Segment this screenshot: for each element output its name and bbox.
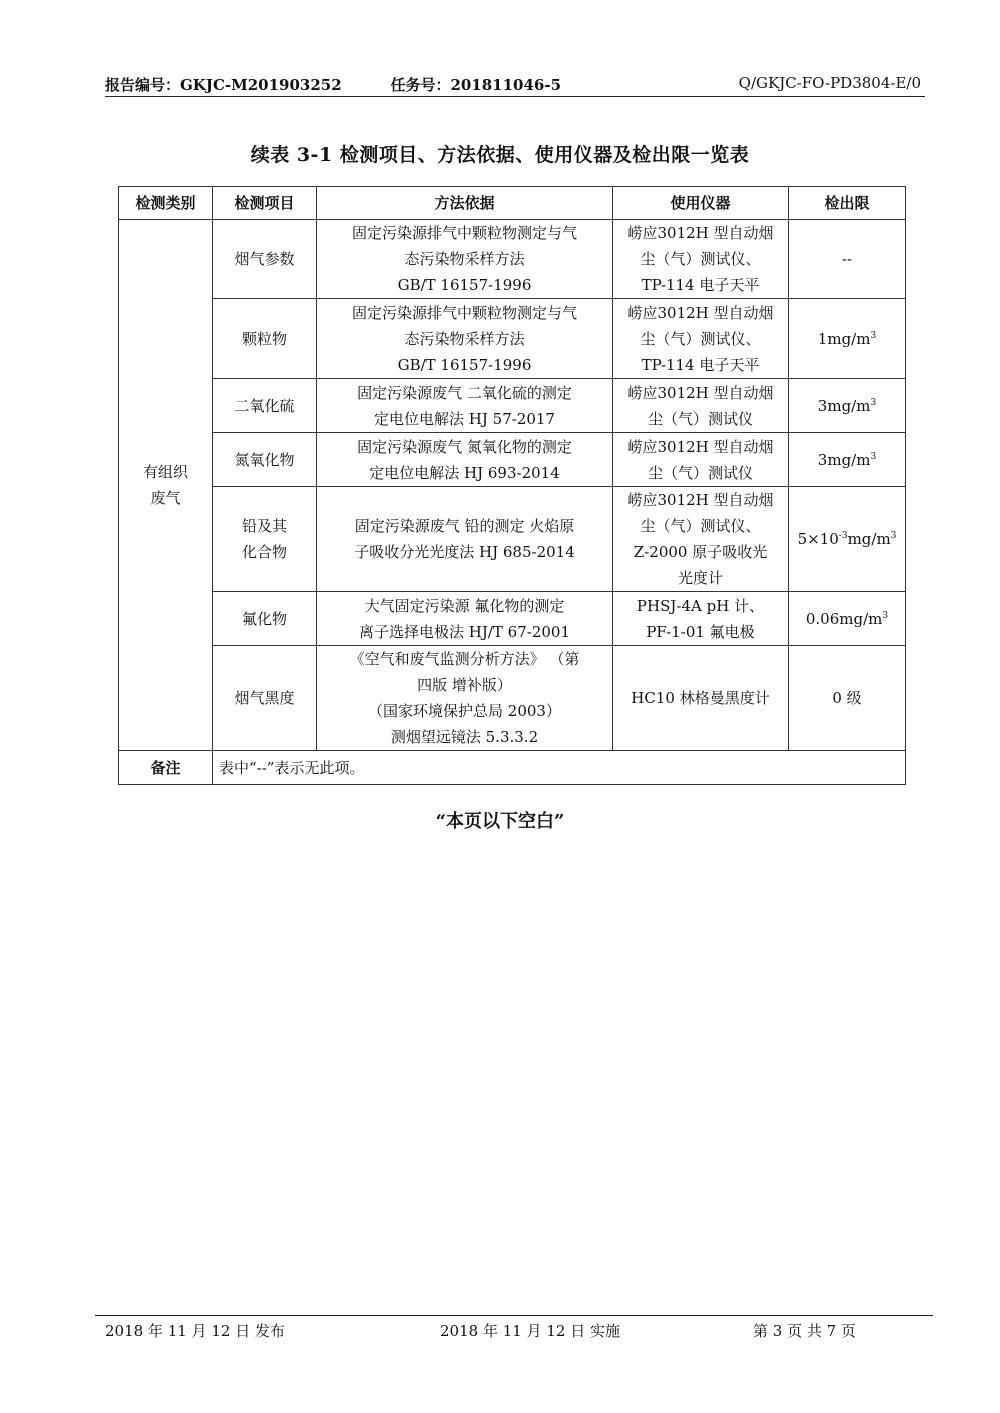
instrument-cell [613,379,789,433]
limit-unit-exponent: 3 [870,451,877,462]
instrument-cell [613,646,789,751]
implement-date: 2018 年 11 月 12 日 实施 [440,1322,620,1340]
cell-line: 尘（气）测试仪、 [640,517,761,535]
cell-line: 固定污染源排气中颗粒物测定与气 [351,224,577,242]
table-row [119,646,906,751]
limit-exponent: -3 [838,531,848,541]
limit-value: 0 级 [832,689,862,707]
limit-value: -- [841,250,853,268]
column-header: 方法依据 [317,187,613,220]
cell-line: 尘（气）测试仪 [647,463,753,482]
page-header [105,72,925,97]
cell-line: 氮氧化物 [234,450,295,469]
instrument-cell [613,220,789,299]
limit-prefix: 5×10 [797,530,839,548]
limit-value: mg/m [847,530,891,548]
limit-cell [789,299,906,379]
method-cell [317,592,613,646]
publish-date: 2018 年 11 月 12 日 发布 [105,1322,285,1340]
item-cell [213,433,317,487]
instrument-cell [613,299,789,379]
cell-line: 崂应3012H 型自动烟 [627,303,774,322]
item-cell [213,379,317,433]
method-cell [317,433,613,487]
table-row [119,487,906,592]
cell-line: 态污染物采样方法 [404,329,525,348]
cell-line: 固定污染源废气 铅的测定 火焰原 [354,517,575,535]
cell-line: 二氧化硫 [234,396,295,415]
cell-line: 定电位电解法 HJ 57-2017 [374,409,555,428]
method-cell [317,379,613,433]
limit-unit-exponent: 3 [882,610,889,621]
cell-line: 铅及其 [241,517,287,535]
table-header-row [119,187,906,220]
cell-line: 有组织 [142,463,188,481]
cell-line: GB/T 16157-1996 [397,355,532,374]
cell-line: 《空气和废气监测分析方法》 （第 [349,650,580,668]
cell-line: 离子选择电极法 HJ/T 67-2001 [358,622,571,641]
item-cell [213,646,317,751]
cell-line: 固定污染源废气 二氧化硫的测定 [357,383,572,402]
table-row [119,379,906,433]
column-header: 使用仪器 [613,187,789,220]
cell-line: TP-114 电子天平 [641,276,760,294]
cell-line: PF-1-01 氟电极 [646,622,755,641]
column-header: 检测项目 [213,187,317,220]
report-number: 报告编号：GKJC-M201903252 [105,76,342,94]
table-row [119,592,906,646]
cell-line: 态污染物采样方法 [404,250,525,268]
cell-line: 尘（气）测试仪 [647,409,753,428]
cell-line: 崂应3012H 型自动烟 [627,383,774,402]
table-title: 续表 3-1 检测项目、方法依据、使用仪器及检出限一览表 [250,144,750,166]
note-text: 表中“--”表示无此项。 [213,751,906,785]
category-cell [119,220,213,751]
detection-table [118,186,906,785]
method-cell [317,487,613,592]
task-number: 任务号：201811046-5 [390,76,562,94]
cell-line: 大气固定污染源 氟化物的测定 [364,596,565,615]
column-header: 检测类别 [119,187,213,220]
cell-line: TP-114 电子天平 [641,355,760,374]
document-code: Q/GKJC-FO-PD3804-E/0 [738,74,921,92]
cell-line: 氟化物 [241,609,287,628]
limit-value: 3mg/m [817,450,871,469]
item-cell [213,487,317,592]
cell-line: 定电位电解法 HJ 693-2014 [369,463,560,482]
method-cell [317,220,613,299]
instrument-cell [613,487,789,592]
limit-cell [789,433,906,487]
page-number: 第 3 页 共 7 页 [753,1322,856,1340]
header-left [105,74,605,95]
item-cell [213,592,317,646]
cell-line: 固定污染源排气中颗粒物测定与气 [351,303,577,322]
cell-line: 废气 [150,489,181,507]
table-row [119,220,906,299]
limit-value: 0.06mg/m [805,609,883,628]
limit-unit-exponent: 3 [870,397,877,408]
limit-unit-exponent: 3 [870,330,877,341]
cell-line: HC10 林格曼黑度计 [631,689,770,707]
cell-line: 烟气黑度 [234,689,295,707]
cell-line: GB/T 16157-1996 [397,276,532,294]
instrument-cell [613,592,789,646]
cell-line: PHSJ-4A pH 计、 [636,596,765,615]
limit-cell [789,487,906,592]
cell-line: 崂应3012H 型自动烟 [627,491,774,509]
limit-cell [789,592,906,646]
limit-value: 3mg/m [817,396,871,415]
cell-line: 尘（气）测试仪、 [640,329,761,348]
limit-value: 1mg/m [817,329,871,348]
limit-cell [789,220,906,299]
table-row [119,299,906,379]
blank-page-note: “本页以下空白” [435,811,565,832]
limit-unit-exponent: 3 [890,531,897,541]
cell-line: Z-2000 原子吸收光 [633,543,768,561]
cell-line: 化合物 [241,543,287,561]
cell-line: 尘（气）测试仪、 [640,250,761,268]
table-row [119,433,906,487]
cell-line: 光度计 [677,569,723,587]
method-cell [317,299,613,379]
cell-line: 子吸收分光光度法 HJ 685-2014 [354,543,575,561]
cell-line: 烟气参数 [234,250,295,268]
cell-line: 测烟望远镜法 5.3.3.2 [390,728,539,746]
page-footer [95,1315,933,1346]
cell-line: 四版 增补版） [417,676,512,694]
item-cell [213,299,317,379]
cell-line: 固定污染源废气 氮氧化物的测定 [357,437,572,456]
cell-line: 颗粒物 [241,329,287,348]
limit-cell [789,646,906,751]
cell-line: 崂应3012H 型自动烟 [627,224,774,242]
cell-line: 崂应3012H 型自动烟 [627,437,774,456]
note-label: 备注 [119,751,213,785]
column-header: 检出限 [789,187,906,220]
instrument-cell [613,433,789,487]
method-cell [317,646,613,751]
item-cell [213,220,317,299]
note-row [119,751,906,785]
cell-line: （国家环境保护总局 2003） [368,702,561,720]
limit-cell [789,379,906,433]
